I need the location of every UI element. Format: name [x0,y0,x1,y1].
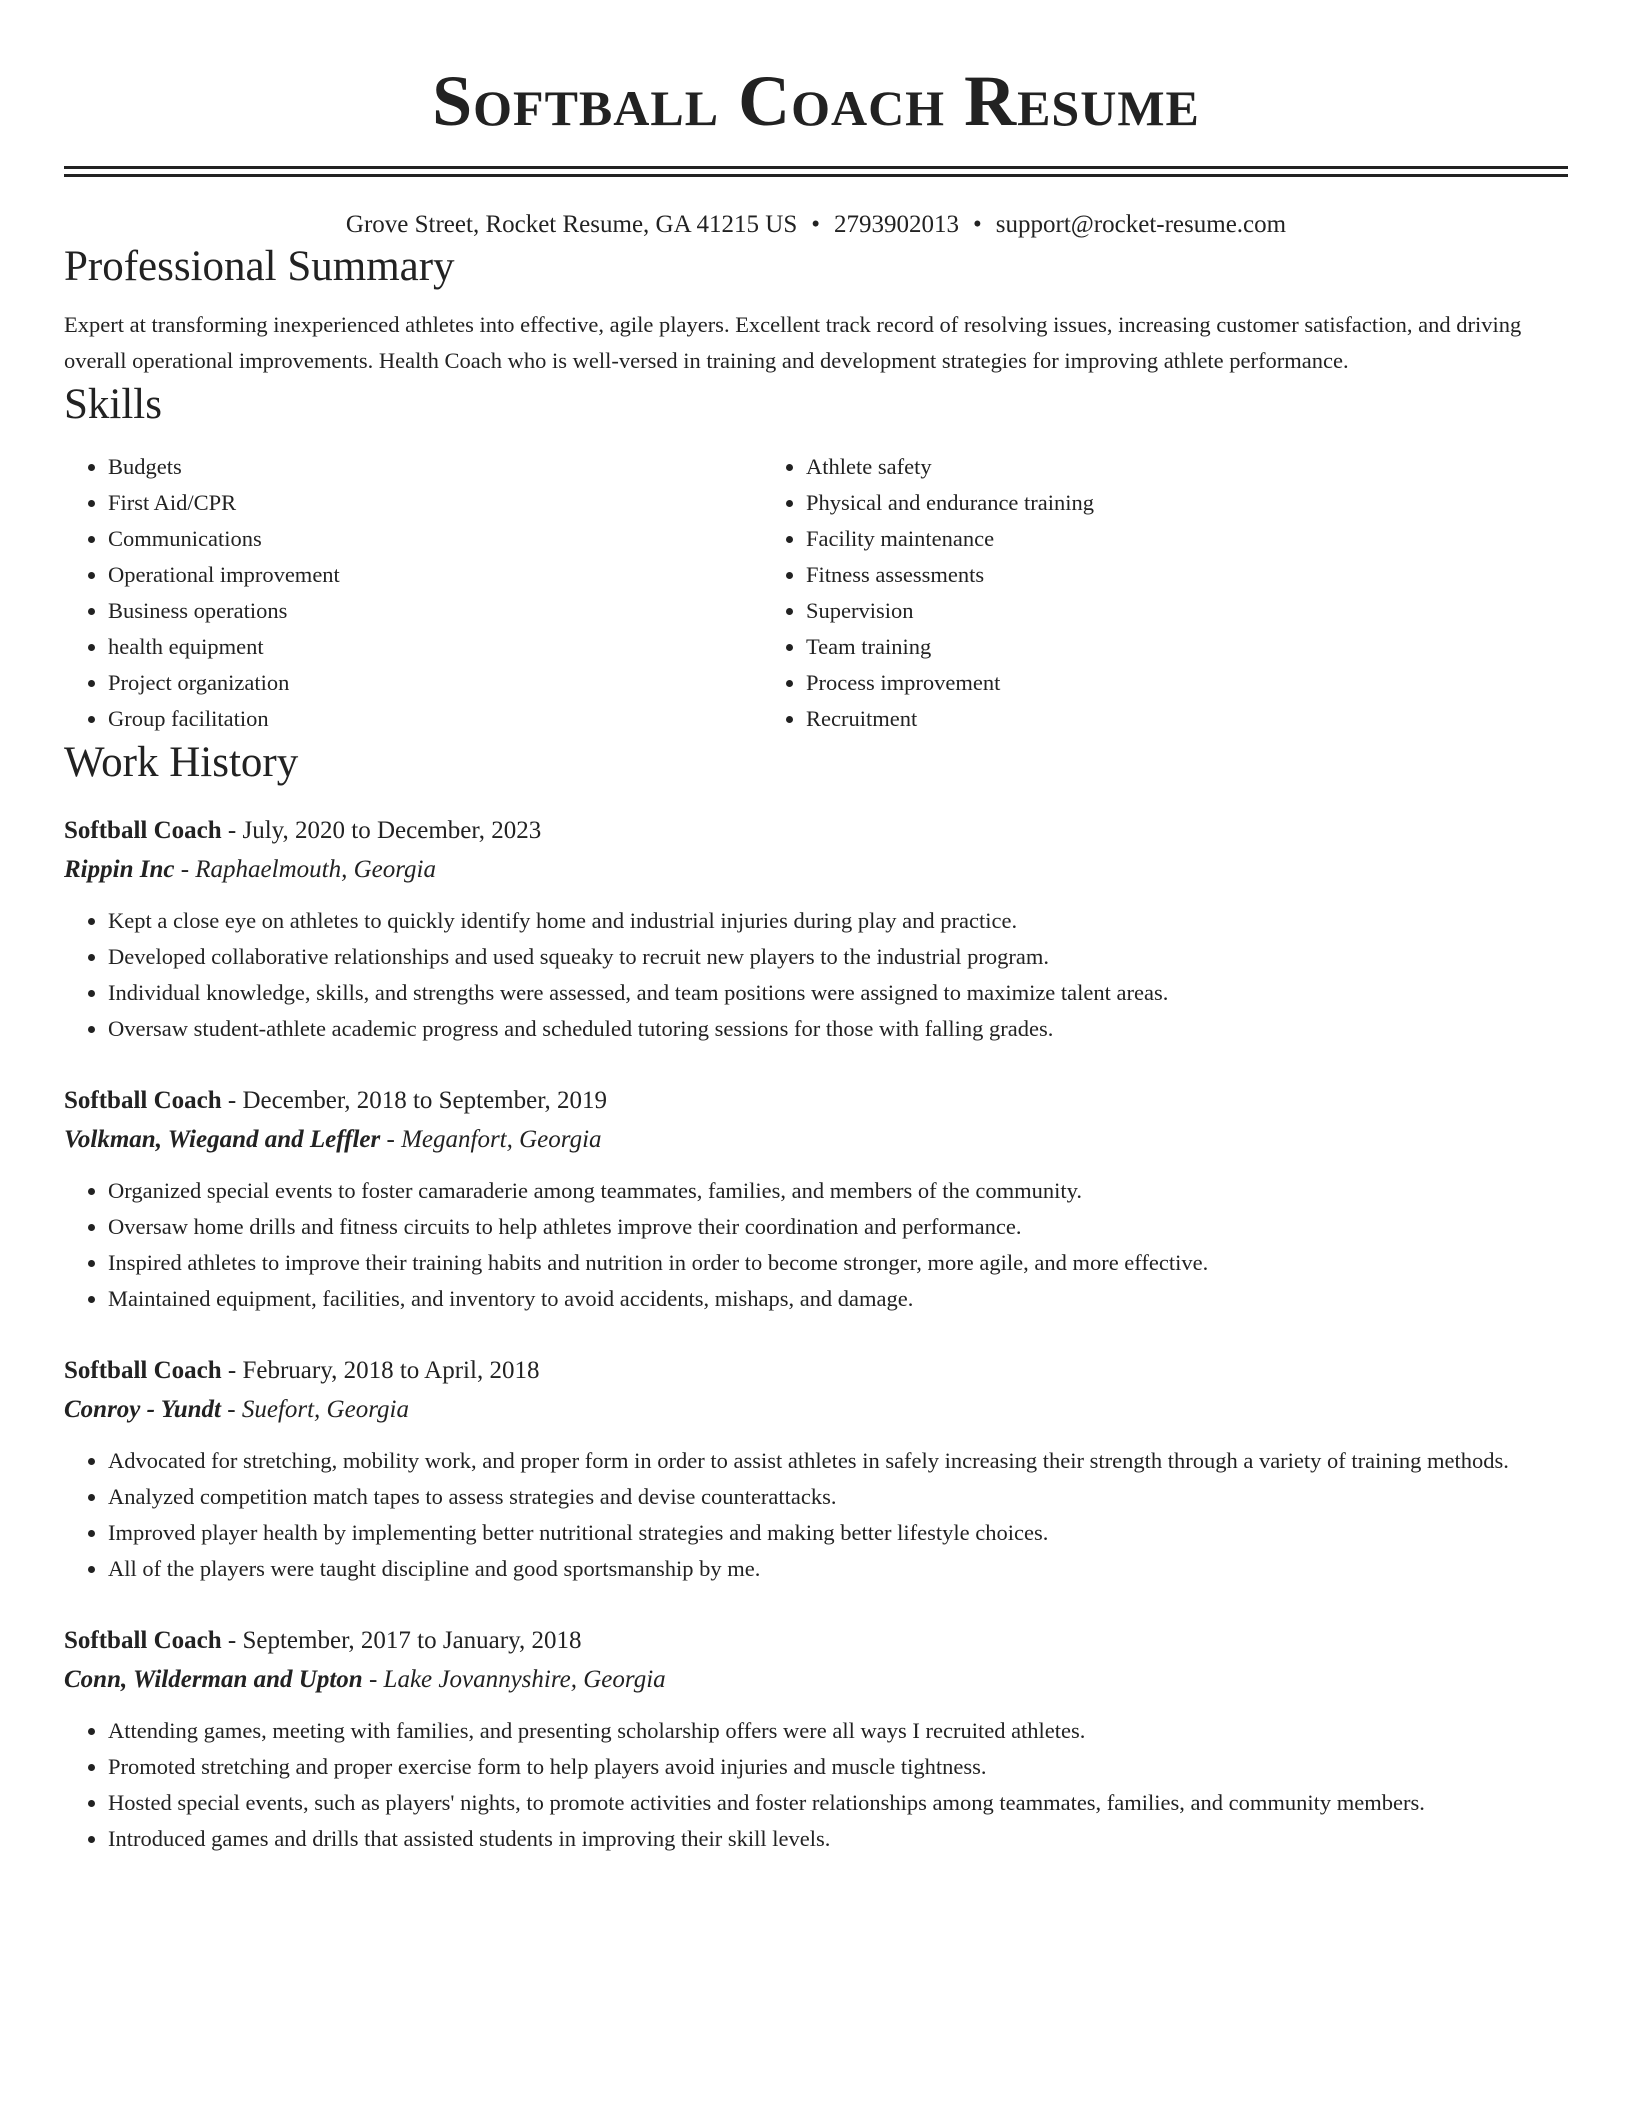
job-dates: December, 2018 to September, 2019 [242,1087,608,1114]
contact-phone: 2793902013 [834,211,960,238]
job-bullet: • All of the players were taught discipline and good sportsmanship by me. [108,1551,1568,1587]
work-history-heading: Work History [64,739,299,786]
skills-column-right [762,449,1460,737]
job-company-line [64,1391,1568,1429]
job-separator: - [380,1126,402,1153]
job-company-line [64,851,1568,889]
skill-item: • Communications [108,521,762,557]
skill-item: • Athlete safety [806,449,1460,485]
job-bullet: • Organized special events to foster camaraderie among teammates, families, and members of the community. [108,1173,1568,1209]
job-company: Rippin Inc [64,856,175,883]
summary-text: Expert at transforming inexperienced athletes into effective, agile players. Excellent track record of resolving issues, increasing customer satisfaction, and driving overall operational improvements. Health Coach who is well-versed in training and development strategies for improving athlete performance. [64,312,1522,373]
skill-item: • Project organization [108,665,762,701]
summary-heading: Professional Summary [64,243,455,290]
job-separator: - [221,1357,243,1384]
skill-item: • Physical and endurance training [806,485,1460,521]
job-bullets [64,903,1568,1047]
job-bullet: • Hosted special events, such as players' nights, to promote activities and foster relationships among teammates, families, and community members. [108,1785,1568,1821]
job-title-line [64,811,1568,851]
job-role: Softball Coach [64,1357,222,1384]
job-role: Softball Coach [64,1087,222,1114]
contact-line [64,209,1568,241]
contact-separator: • [973,211,982,238]
title-divider-top [64,166,1568,169]
job-bullet: • Individual knowledge, skills, and strengths were assessed, and team positions were assigned to maximize talent areas. [108,975,1568,1011]
job-separator: - [221,1396,242,1423]
job-location: Raphaelmouth, Georgia [195,856,436,883]
job-separator: - [221,1627,243,1654]
job-title-line [64,1351,1568,1391]
skill-item: • Business operations [108,593,762,629]
job-bullet: • Oversaw home drills and fitness circuits to help athletes improve their coordination and performance. [108,1209,1568,1245]
skill-item: • Group facilitation [108,701,762,737]
job-entry [64,1621,1568,1857]
job-bullet: • Advocated for stretching, mobility work, and proper form in order to assist athletes in safely increasing their strength through a variety of training methods. [108,1443,1568,1479]
job-separator: - [362,1666,384,1693]
job-title-line [64,1621,1568,1661]
contact-separator: • [811,211,821,238]
job-bullet: • Promoted stretching and proper exercise form to help players avoid injuries and muscle tightness. [108,1749,1568,1785]
job-bullet: • Attending games, meeting with families, and presenting scholarship offers were all ways I recruited athletes. [108,1713,1568,1749]
job-bullets [64,1443,1568,1587]
job-location: Meganfort, Georgia [401,1126,602,1153]
skill-item: • Team training [806,629,1460,665]
skills-heading: Skills [64,381,162,428]
job-role: Softball Coach [64,1627,222,1654]
job-company: Volkman, Wiegand and Leffler [64,1126,381,1153]
job-bullet: • Improved player health by implementing better nutritional strategies and making better lifestyle choices. [108,1515,1568,1551]
contact-address: Grove Street, Rocket Resume, GA 41215 US [345,211,798,238]
job-location: Suefort, Georgia [241,1396,409,1423]
job-bullet: • Developed collaborative relationships and used squeaky to recruit new players to the industrial program. [108,939,1568,975]
job-dates: February, 2018 to April, 2018 [242,1357,540,1384]
skill-item: • Facility maintenance [806,521,1460,557]
skills-list [64,449,1568,737]
job-company-line [64,1121,1568,1159]
skill-item: • Process improvement [806,665,1460,701]
job-bullet: • Inspired athletes to improve their training habits and nutrition in order to become stronger, more agile, and more effective. [108,1245,1568,1281]
job-company: Conroy - Yundt [64,1396,222,1423]
skill-item: • First Aid/CPR [108,485,762,521]
skill-item: • health equipment [108,629,762,665]
job-bullet: • Analyzed competition match tapes to assess strategies and devise counterattacks. [108,1479,1568,1515]
job-bullets [64,1713,1568,1857]
job-dates: September, 2017 to January, 2018 [242,1627,582,1654]
contact-email: support@rocket-resume.com [995,211,1287,238]
job-location: Lake Jovannyshire, Georgia [383,1666,666,1693]
skill-item: • Operational improvement [108,557,762,593]
job-separator: - [174,856,196,883]
job-title-line [64,1081,1568,1121]
title-divider-bottom [64,174,1568,177]
job-bullet: • Maintained equipment, facilities, and inventory to avoid accidents, mishaps, and damage. [108,1281,1568,1317]
job-entry [64,1351,1568,1587]
job-company-line [64,1661,1568,1699]
skills-column-left [64,449,762,737]
job-entry [64,1081,1568,1317]
job-bullet: • Kept a close eye on athletes to quickly identify home and industrial injuries during play and practice. [108,903,1568,939]
job-company: Conn, Wilderman and Upton [64,1666,363,1693]
skill-item: • Fitness assessments [806,557,1460,593]
skill-item: • Budgets [108,449,762,485]
job-entry [64,811,1568,1047]
job-role: Softball Coach [64,817,222,844]
job-bullet: • Oversaw student-athlete academic progress and scheduled tutoring sessions for those with falling grades. [108,1011,1568,1047]
resume-title: Softball Coach Resume [432,61,1200,141]
skill-item: • Recruitment [806,701,1460,737]
job-separator: - [221,1087,243,1114]
skill-item: • Supervision [806,593,1460,629]
job-bullet: • Introduced games and drills that assisted students in improving their skill levels. [108,1821,1568,1857]
job-separator: - [221,817,243,844]
job-bullets [64,1173,1568,1317]
job-dates: July, 2020 to December, 2023 [242,817,542,844]
